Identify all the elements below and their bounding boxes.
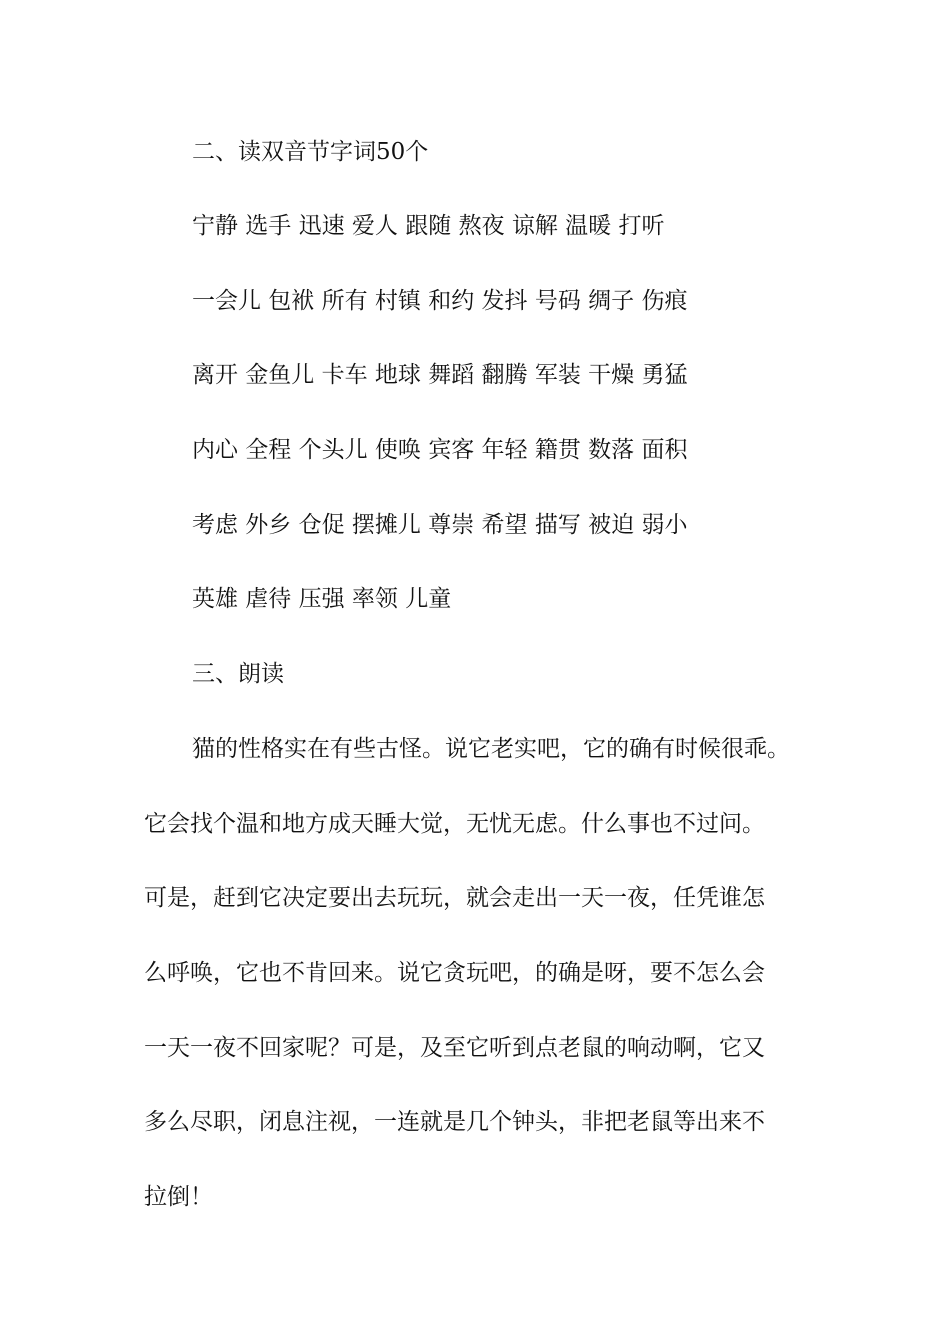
- word-row-6: 英雄 虐待 压强 率领 儿童: [192, 586, 452, 612]
- word-row-2: 一会儿 包袱 所有 村镇 和约 发抖 号码 绸子 伤痕: [192, 288, 688, 314]
- word-row-5: 考虑 外乡 仓促 摆摊儿 尊崇 希望 描写 被迫 弱小: [192, 512, 688, 538]
- passage-line-4: 么呼唤，它也不肯回来。说它贪玩吧，的确是呀，要不怎么会: [144, 960, 765, 986]
- passage-line-1: 猫的性格实在有些古怪。说它老实吧，它的确有时候很乖。: [192, 736, 790, 762]
- passage-line-3: 可是，赶到它决定要出去玩玩，就会走出一天一夜，任凭谁怎: [144, 885, 765, 911]
- section-heading-reading-aloud: 三、朗读: [192, 661, 284, 687]
- word-row-1: 宁静 选手 迅速 爱人 跟随 熬夜 谅解 温暖 打听: [192, 213, 665, 239]
- passage-line-2: 它会找个温和地方成天睡大觉，无忧无虑。什么事也不过问。: [144, 811, 765, 837]
- passage-line-7: 拉倒！: [144, 1184, 213, 1210]
- word-row-4: 内心 全程 个头儿 使唤 宾客 年轻 籍贯 数落 面积: [192, 437, 688, 463]
- word-row-3: 离开 金鱼儿 卡车 地球 舞蹈 翻腾 军装 干燥 勇猛: [192, 362, 688, 388]
- passage-line-5: 一天一夜不回家呢？可是，及至它听到点老鼠的响动啊，它又: [144, 1035, 765, 1061]
- passage-line-6: 多么尽职，闭息注视，一连就是几个钟头，非把老鼠等出来不: [144, 1109, 765, 1135]
- section-heading-word-reading: 二、读双音节字词50个: [192, 139, 429, 165]
